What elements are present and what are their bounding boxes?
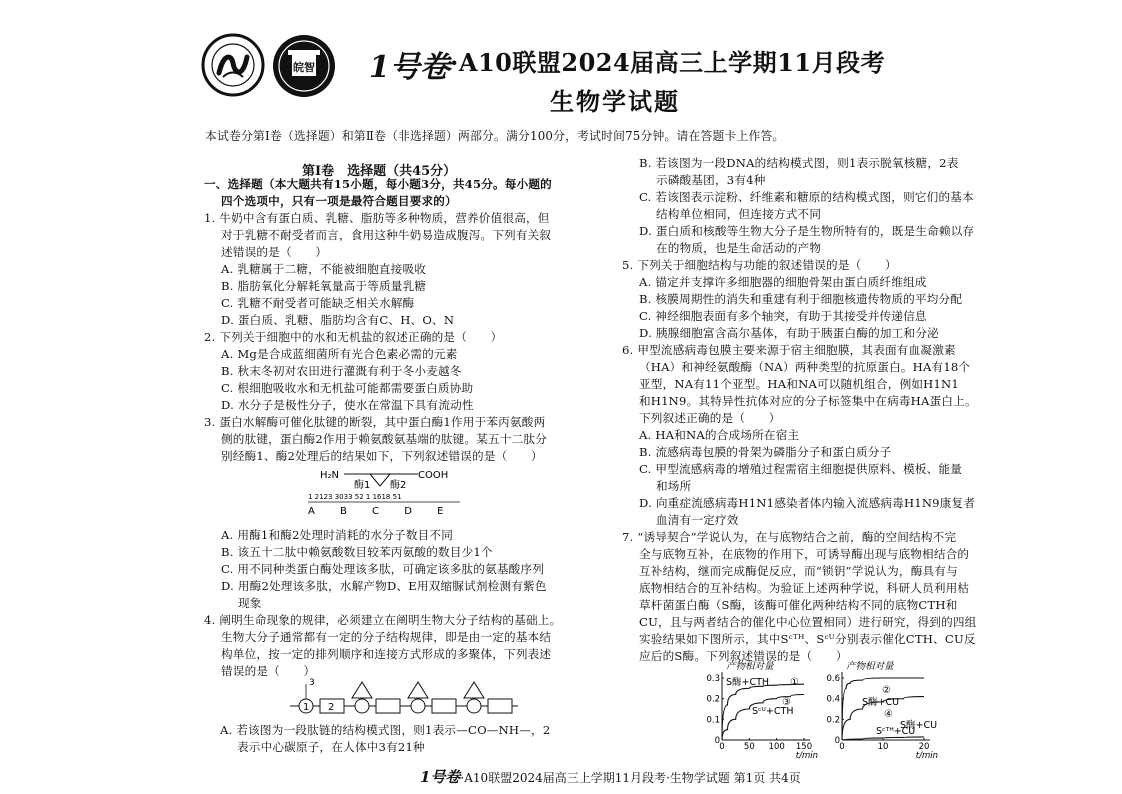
series-line [722, 695, 804, 741]
series-marker: ① [790, 677, 799, 688]
chart-title: 产物相对量 [726, 661, 774, 672]
y-tick-label: 0 [714, 736, 720, 746]
left-column-part3 [220, 722, 550, 756]
y-tick-label: 0.6 [826, 674, 840, 684]
series-label: Sᶜᵁ+CTH [752, 706, 794, 717]
series-label: Sᶜᵀᴴ+CU [876, 726, 916, 737]
series-marker: ③ [782, 697, 791, 708]
option: A. Mg是合成蓝细菌所有光合色素必需的元素 [221, 347, 458, 361]
page-footer [420, 766, 801, 787]
q3-enzyme2-label: 酶2 [390, 480, 407, 491]
option: C. 若该图表示淀粉、纤维素和糖原的结构模式图，则它们的基本 [639, 190, 974, 204]
logo-anhui-seal [201, 33, 265, 97]
text-line: 草杆菌蛋白酶（S酶，该酶可催化两种结构不同的底物CTH和 [639, 598, 958, 612]
text-line: CU，且与两者结合的催化中心位置相同）进行研究，得到的四组 [639, 615, 977, 629]
q3-n-terminus: H₂N [320, 470, 340, 481]
text-line: 血清有一定疗效 [656, 513, 739, 527]
text-line: 底物相结合的互补结构。为验证上述两种学说，科研人员利用枯 [639, 581, 970, 595]
option: D. 水分子是极性分子，使水在常温下具有流动性 [221, 398, 474, 412]
option: C. 根细胞吸收水和无机盐可能都需要蛋白质协助 [221, 381, 474, 395]
q4-label-2: 2 [328, 702, 335, 713]
text-line: 现象 [238, 596, 262, 610]
series-label: S酶+CU [900, 720, 938, 731]
text-line: 下列叙述正确的是（ ） [639, 411, 781, 425]
option: B. 该五十二肽中赖氨酸数目较苯丙氨酸的数目少1个 [221, 545, 493, 559]
x-tick-label: 10 [877, 742, 889, 752]
text-line: 在的物质，也是生命活动的产物 [656, 241, 822, 255]
option: C. 甲型流感病毒的增殖过程需宿主细胞提供原料、模板、能量 [639, 462, 963, 476]
subject-title: 生物学试题 [550, 87, 680, 116]
text-line: 别经酶1、酶2处理后的结果如下，下列叙述错误的是（ ） [221, 449, 543, 463]
question-1: 1. 牛奶中含有蛋白质、乳糖、脂肪等多种物质，营养价值很高，但 [204, 211, 550, 225]
x-axis-label: t/min [795, 751, 818, 760]
option: B. 秋末冬初对农田进行灌溉有利于冬小麦越冬 [221, 364, 462, 378]
question-7: 7. “诱导契合”学说认为，在与底物结合之前，酶的空间结构不完 [622, 530, 957, 544]
question-5: 5. 下列关于细胞结构与功能的叙述错误的是（ ） [622, 258, 897, 272]
chart-cth [700, 660, 820, 760]
question-3: 3. 蛋白水解酶可催化肽键的断裂，其中蛋白酶1作用于苯丙氨酸两 [204, 415, 546, 429]
option: A. 锚定并支撑许多细胞器的细胞骨架由蛋白质纤维组成 [639, 275, 927, 289]
footer-brand: 1号卷 [420, 768, 461, 786]
text-line: 示磷酸基团，3有4种 [656, 173, 766, 187]
series-label: S酶+CU [862, 697, 900, 708]
text-line: 侧的肽键，蛋白酶2作用于赖氨酸氨基端的肽键。某五十二肽分 [221, 432, 548, 446]
text-line: 全与底物互补，在底物的作用下，可诱导酶出现与底物相结合的 [639, 547, 970, 561]
text-line: 和H1N9。其特异性抗体对应的分子标签集中在病毒HA蛋白上。 [639, 394, 977, 408]
section-title: 第Ⅰ卷 选择题（共45分） [302, 164, 457, 179]
q3-peptide-diagram [300, 464, 470, 516]
option: D. 蛋白质、乳糖、脂肪均含有C、H、O、N [221, 313, 455, 327]
y-tick-label: 0.1 [706, 715, 720, 726]
x-tick-label: 100 [768, 742, 785, 752]
logo-wanzhi-text: 皖智 [293, 61, 315, 74]
text-line: 错误的是（ ） [221, 664, 316, 678]
q3-fragment-letters: A B C D E [308, 506, 455, 516]
question-4: 4. 阐明生命现象的规律，必须建立在阐明生物大分子结构的基础上。 [204, 613, 562, 627]
left-column-part2 [204, 527, 561, 680]
text-line: 互补结构，继而完成酶促反应，而“锁钥”学说认为，酶具有与 [639, 564, 958, 578]
y-tick-label: 0 [834, 736, 840, 746]
option: A. 若该图为一段肽链的结构模式图，则1表示—CO—NH—，2 [220, 723, 551, 737]
option: D. 向重症流感病毒H1N1感染者体内输入流感病毒H1N9康复者 [639, 496, 976, 510]
option: D. 胰腺细胞富含高尔基体，有助于胰蛋白酶的加工和分泌 [639, 326, 939, 340]
text-line: 应后的S酶。下列叙述错误的是（ ） [639, 649, 848, 663]
q4-polymer-diagram [290, 676, 520, 720]
text-line: 一、选择题（本大题共有15小题，每小题3分，共45分。每小题的 [204, 177, 552, 191]
series-marker: ④ [884, 709, 893, 720]
text-line: 亚型，NA有11个亚型。HA和NA可以随机组合，例如H1N1 [639, 377, 959, 391]
q3-residue-numbers: 1 2123 3033 52 1 1618 51 [308, 493, 402, 501]
text-line: 实验结果如下图所示，其中Sᶜᵀᴴ、Sᶜᵁ分别表示催化CTH、CU反 [639, 632, 976, 646]
x-tick-label: 20 [918, 742, 930, 752]
q3-enzyme1-label: 酶1 [354, 480, 371, 491]
option: B. 流感病毒包膜的骨架为磷脂分子和蛋白质分子 [639, 445, 892, 459]
option: C. 神经细胞表面有多个轴突，有助于其接受并传递信息 [639, 309, 927, 323]
option: D. 用酶2处理该多肽，水解产物D、E用双缩脲试剂检测有紫色 [221, 579, 547, 593]
y-tick-label: 0.3 [706, 674, 720, 684]
option: C. 用不同种类蛋白酶处理该多肽，可确定该多肽的氨基酸序列 [221, 562, 545, 576]
q4-label-3: 3 [309, 678, 315, 688]
option: B. 若该图为一段DNA的结构模式图，则1表示脱氧核糖，2表 [639, 156, 959, 170]
y-tick-label: 0.2 [826, 715, 840, 726]
y-tick-label: 0.2 [706, 694, 720, 705]
logo-wanzhi-seal [272, 34, 336, 98]
option: D. 蛋白质和核酸等生物大分子是生物所特有的，既是生命赖以存 [639, 224, 975, 238]
y-tick-label: 0.4 [826, 694, 840, 705]
x-tick-label: 0 [719, 742, 725, 752]
x-tick-label: 150 [795, 742, 813, 752]
option: A. 乳糖属于二糖，不能被细胞直接吸收 [221, 262, 427, 276]
option: C. 乳糖不耐受者可能缺乏相关水解酶 [221, 296, 415, 310]
text-line: 结构单位相同，但连接方式不同 [656, 207, 822, 221]
x-axis-label: t/min [915, 751, 938, 760]
exam-title: ·A10联盟2024届高三上学期11月段考 [450, 48, 886, 77]
footer-text: ·A10联盟2024届高三上学期11月段考·生物学试题 第1页 共4页 [460, 771, 801, 785]
exam-instructions: 本试卷分第Ⅰ卷（选择题）和第Ⅱ卷（非选择题）两部分。满分100分，考试时间75分钟。请在答题卡上作答。 [205, 129, 785, 143]
brand-mark [369, 42, 450, 86]
option: B. 脂肪氧化分解耗氧量高于等质量乳糖 [221, 279, 427, 293]
text-line: 对于乳糖不耐受者而言，食用这种牛奶易造成腹泻。下列有关叙 [221, 228, 552, 242]
right-column [622, 155, 977, 665]
option: A. HA和NA的合成场所在宿主 [639, 428, 800, 442]
text-line: （HA）和神经氨酸酶（NA）两种类型的抗原蛋白。HA有18个 [639, 360, 971, 374]
q4-label-1: 1 [303, 702, 310, 713]
left-column-part1 [204, 176, 552, 465]
x-tick-label: 50 [743, 742, 755, 752]
series-marker: ② [882, 685, 891, 696]
brand-name: 1号卷 [369, 50, 450, 85]
text-line: 述错误的是（ ） [221, 245, 328, 259]
q3-c-terminus: COOH [418, 470, 449, 481]
option: B. 核膜周期性的消失和重建有利于细胞核遗传物质的平均分配 [639, 292, 963, 306]
text-line: 四个选项中，只有一项是最符合题目要求的） [221, 194, 457, 208]
question-2: 2. 下列关于细胞中的水和无机盐的叙述正确的是（ ） [204, 330, 503, 344]
chart-title: 产物相对量 [846, 661, 894, 672]
text-line: 生物大分子通常都有一定的分子结构规律，即是由一定的基本结 [221, 630, 552, 644]
chart-cu [820, 660, 940, 760]
option: A. 用酶1和酶2处理时消耗的水分子数目不同 [221, 528, 453, 542]
series-label: S酶+CTH [726, 677, 770, 688]
x-tick-label: 0 [839, 742, 845, 752]
question-6: 6. 甲型流感病毒包膜主要来源于宿主细胞膜，其表面有血凝激素 [622, 343, 956, 357]
text-line: 和场所 [656, 479, 692, 493]
text-line: 表示中心碳原子，在人体中3有21种 [237, 740, 425, 754]
text-line: 构单位，按一定的排列顺序和连接方式形成的多聚体，下列表述 [221, 647, 552, 661]
